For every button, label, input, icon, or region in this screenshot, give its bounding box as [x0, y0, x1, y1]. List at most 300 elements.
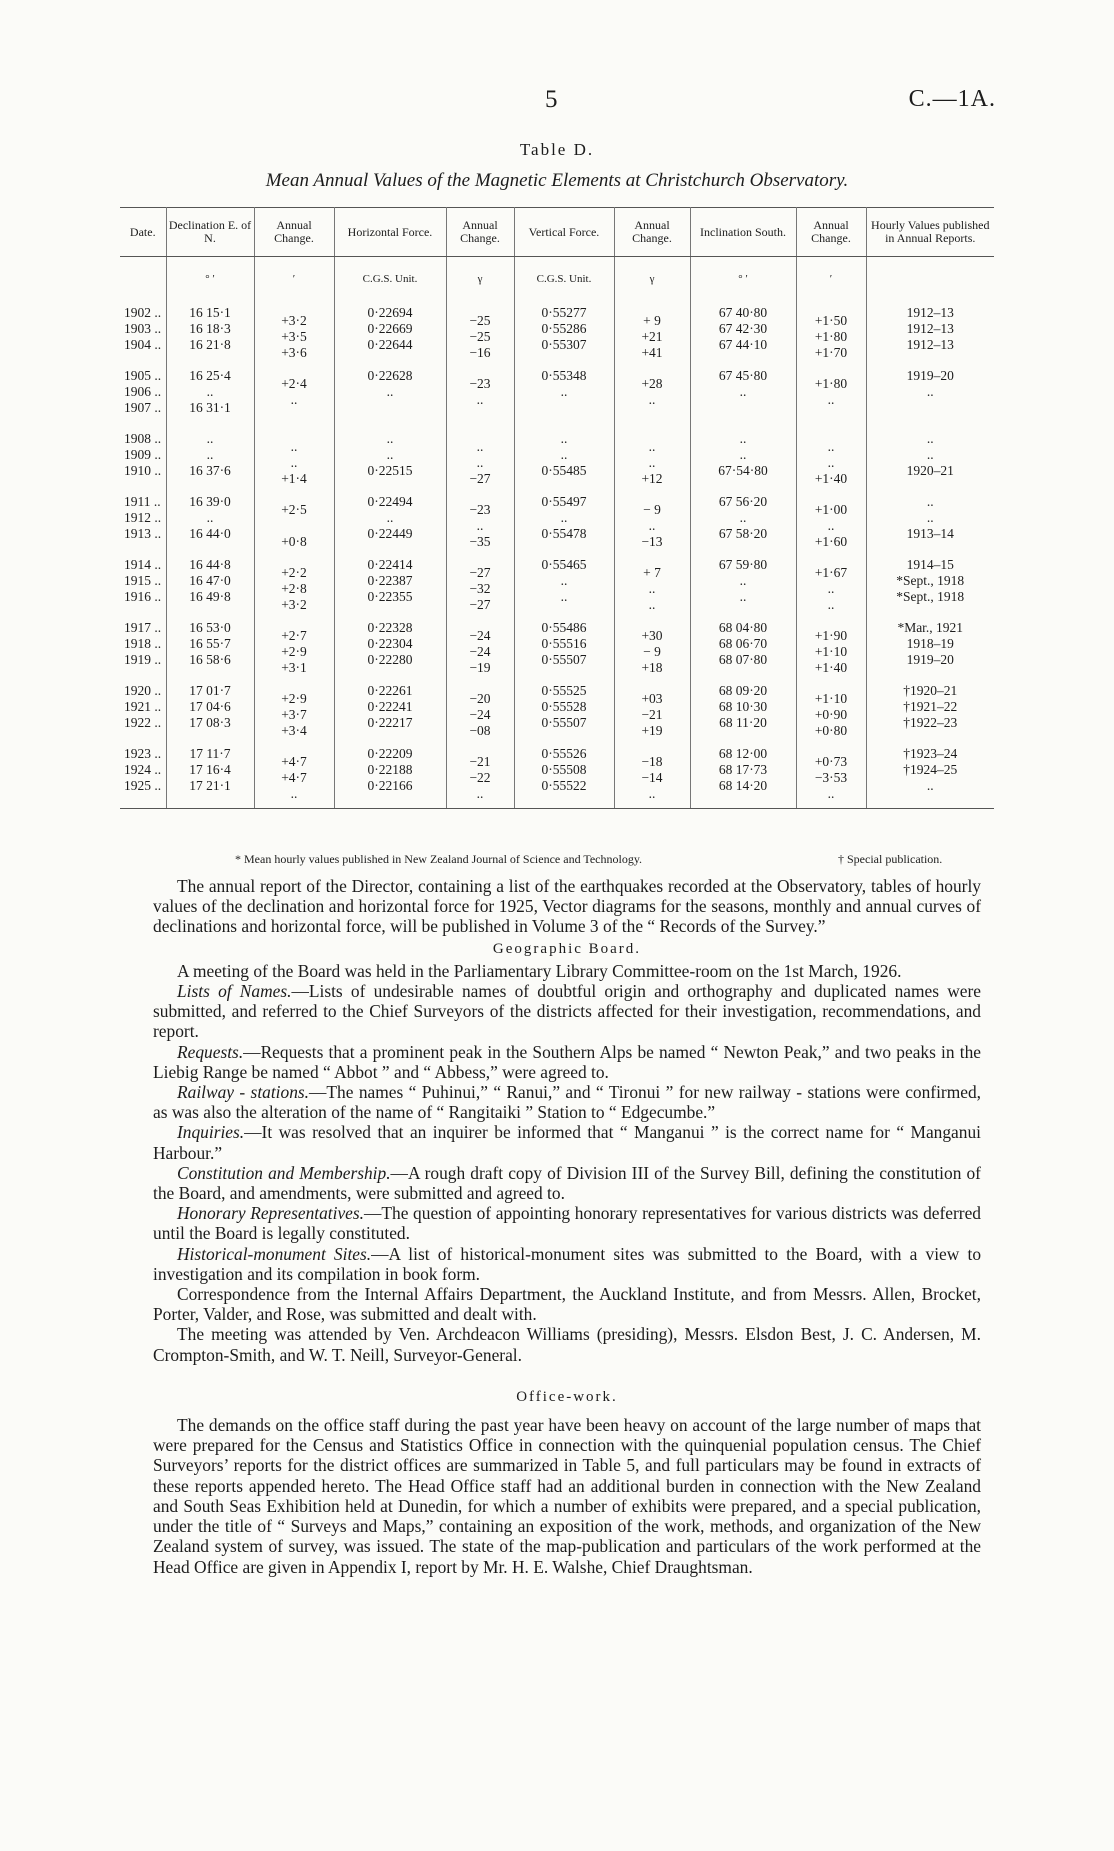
table-cell	[254, 416, 334, 486]
table-cell	[334, 605, 446, 668]
table-cell	[254, 353, 334, 416]
text-requests: —Requests that a prominent peak in the Southern Alps be named “ Newton Peak,” and two peaks in the Liebig Range be named “ Abbot ” and “ Abbess,” were agreed to.	[153, 1041, 981, 1082]
cell-line: −24	[469, 628, 491, 643]
cell-line: 1918 ..	[124, 636, 162, 651]
table-cell	[166, 731, 254, 809]
cell-line: ..	[926, 510, 934, 525]
cell-line: 16 37·6	[189, 463, 231, 478]
cell-line: 1910 ..	[124, 463, 162, 478]
table-cell	[446, 668, 514, 738]
table-cell	[866, 479, 994, 542]
cell-line	[258, 408, 331, 424]
cell-line: 68 12·00	[718, 746, 768, 761]
cell-line: 1919 ..	[124, 652, 162, 667]
paragraph-historical	[153, 1244, 981, 1284]
cell-line: 0·22694	[367, 305, 413, 320]
cell-line: ..	[560, 431, 568, 446]
cell-line: 1911 ..	[124, 494, 161, 509]
cell-line: −27	[469, 471, 491, 486]
cell-line: ..	[739, 510, 747, 525]
table-cell	[614, 731, 690, 809]
cell-line: ..	[827, 786, 835, 801]
cell-line: +1·4	[281, 471, 307, 486]
cell-line: 0·55507	[541, 652, 587, 667]
paragraph-correspondence: Correspondence from the Internal Affairs Department, the Auckland Institute, and from Messrs. Allen, Brocket, Porter, Valder, and Rose, was submitted and dealt with.	[153, 1284, 981, 1325]
table-row	[120, 668, 994, 731]
cell-line: −22	[469, 770, 491, 785]
cell-line: 1924 ..	[124, 762, 162, 777]
cell-line: +2·9	[281, 644, 307, 659]
cell-line	[450, 408, 511, 424]
cell-line: −35	[469, 534, 491, 549]
unit-cell	[120, 257, 166, 291]
table-cell	[166, 353, 254, 416]
cell-line: 16 25·4	[189, 368, 231, 383]
table-cell	[120, 605, 166, 668]
cell-line: +2·8	[281, 581, 307, 596]
cell-line: 0·55528	[541, 699, 587, 714]
cell-line: +19	[641, 723, 663, 738]
cell-line: 0·22414	[367, 557, 413, 572]
cell-line: +03	[641, 691, 663, 706]
col-header: Hourly Values published in Annual Reports.	[866, 208, 994, 257]
lead-honorary: Honorary Representatives.	[177, 1203, 365, 1224]
cell-line: + 9	[643, 313, 661, 328]
table-cell	[796, 542, 866, 612]
cell-line: 1906 ..	[124, 384, 162, 399]
cell-line: 16 39·0	[189, 494, 231, 509]
cell-line: +0·8	[281, 534, 307, 549]
cell-line: 0·22494	[367, 494, 413, 509]
cell-line: ..	[560, 510, 568, 525]
cell-line: 68 17·73	[718, 762, 768, 777]
cell-line: ..	[648, 455, 656, 470]
table-cell	[614, 353, 690, 416]
cell-line: 67 59·80	[718, 557, 768, 572]
cell-line: *Sept., 1918	[896, 573, 965, 588]
cell-line: − 9	[643, 644, 661, 659]
cell-line: ..	[739, 431, 747, 446]
page-header	[0, 86, 1114, 116]
cell-line: −21	[469, 754, 491, 769]
table-cell	[514, 668, 614, 731]
cell-line: +18	[641, 660, 663, 675]
cell-line: ..	[926, 778, 934, 793]
cell-line: ..	[926, 431, 934, 446]
cell-line: 1913–14	[906, 526, 954, 541]
table-cell	[446, 290, 514, 360]
cell-line: ..	[476, 455, 484, 470]
cell-line: 16 47·0	[189, 573, 231, 588]
col-header: Annual Change.	[446, 208, 514, 257]
cell-line: ..	[926, 384, 934, 399]
cell-line: 16 44·0	[189, 526, 231, 541]
cell-line: ..	[648, 439, 656, 454]
cell-line: +0·80	[814, 723, 848, 738]
table-row	[120, 605, 994, 668]
cell-line: 0·55508	[541, 762, 587, 777]
table-cell	[334, 731, 446, 809]
table-cell	[866, 542, 994, 605]
table-cell	[514, 353, 614, 416]
cell-line: 1908 ..	[124, 431, 162, 446]
cell-line: 0·55497	[541, 494, 587, 509]
table-cell	[166, 416, 254, 479]
cell-line: 1903 ..	[124, 321, 162, 336]
cell-line: ..	[206, 510, 214, 525]
cell-line: +1·70	[814, 345, 848, 360]
table-cell	[796, 731, 866, 809]
cell-line: 0·22669	[367, 321, 413, 336]
table-cell	[446, 353, 514, 416]
table-title: Table D.	[519, 140, 595, 159]
cell-line: *Mar., 1921	[897, 620, 964, 635]
cell-line: 67·54·80	[718, 463, 768, 478]
cell-line: †1921–22	[903, 699, 958, 714]
cell-line: 1912–13	[906, 321, 954, 336]
cell-line: ..	[648, 392, 656, 407]
table-cell	[866, 605, 994, 668]
table-cell	[690, 353, 796, 416]
table-cell	[120, 668, 166, 731]
cell-line: 1916 ..	[124, 589, 162, 604]
table-cell	[254, 605, 334, 675]
cell-line: ..	[827, 518, 835, 533]
cell-line	[800, 408, 863, 424]
table-cell	[514, 479, 614, 542]
cell-line: ..	[560, 384, 568, 399]
table-row	[120, 731, 994, 809]
cell-line: +1·40	[814, 660, 848, 675]
cell-line: 17 08·3	[189, 715, 231, 730]
table-cell	[120, 542, 166, 605]
cell-line: +3·2	[281, 313, 307, 328]
cell-line: ..	[290, 455, 298, 470]
cell-line: ..	[827, 581, 835, 596]
cell-line: 1918–19	[906, 636, 954, 651]
cell-line: ..	[206, 447, 214, 462]
table-cell	[514, 416, 614, 479]
cell-line: +1·50	[814, 313, 848, 328]
cell-line: 17 16·4	[189, 762, 231, 777]
table-cell	[514, 605, 614, 668]
cell-line: 0·22515	[367, 463, 413, 478]
cell-line: 68 04·80	[718, 620, 768, 635]
unit-cell: ′	[796, 257, 866, 291]
cell-line: 16 31·1	[189, 400, 231, 415]
cell-line: 1907 ..	[124, 400, 162, 415]
cell-line: +3·7	[281, 707, 307, 722]
cell-line: †1923–24	[903, 746, 958, 761]
cell-line: + 7	[643, 565, 661, 580]
cell-line: +1·67	[814, 565, 848, 580]
cell-line: +41	[641, 345, 663, 360]
cell-line: −23	[469, 502, 491, 517]
cell-line: ..	[476, 439, 484, 454]
table-cell	[866, 290, 994, 353]
cell-line: +1·10	[814, 644, 848, 659]
cell-line: − 9	[643, 502, 661, 517]
cell-line: 17 21·1	[189, 778, 231, 793]
table-cell	[866, 353, 994, 416]
cell-line: 0·55307	[541, 337, 587, 352]
lead-constitution: Constitution and Membership.	[177, 1162, 391, 1183]
magnetic-elements-table-wrapper	[120, 207, 994, 809]
table-cell	[690, 731, 796, 809]
cell-line: 1915 ..	[124, 573, 162, 588]
cell-line: −24	[469, 707, 491, 722]
cell-line: ..	[739, 589, 747, 604]
cell-line: 0·55516	[541, 636, 587, 651]
cell-line: 0·55485	[541, 463, 587, 478]
cell-line: ..	[926, 447, 934, 462]
cell-line: 16 18·3	[189, 321, 231, 336]
lead-requests: Requests.	[177, 1041, 244, 1062]
unit-cell: C.G.S. Unit.	[514, 257, 614, 291]
cell-line: 1917 ..	[124, 620, 162, 635]
cell-line: ..	[827, 597, 835, 612]
table-cell	[120, 479, 166, 542]
cell-line: 16 49·8	[189, 589, 231, 604]
page-number: 5	[545, 86, 558, 113]
cell-line: −14	[641, 770, 663, 785]
table-subtitle: Mean Annual Values of the Magnetic Elements at Christchurch Observatory.	[265, 170, 849, 191]
cell-line	[618, 408, 687, 424]
table-cell	[796, 290, 866, 360]
table-cell	[446, 479, 514, 549]
lead-historical: Historical-monument Sites.	[177, 1243, 372, 1264]
cell-line: 1912–13	[906, 305, 954, 320]
document-reference: C.—1A.	[908, 86, 996, 112]
table-cell	[614, 290, 690, 360]
cell-line: 1914–15	[906, 557, 954, 572]
cell-line: +1·40	[814, 471, 848, 486]
text-honorary: —The question of appointing honorary representatives for various districts was deferred until the Board is legally constituted.	[153, 1203, 981, 1244]
cell-line: +3·1	[281, 660, 307, 675]
cell-line: ..	[827, 455, 835, 470]
cell-line: 16 15·1	[189, 305, 231, 320]
lead-inquiries: Inquiries.	[177, 1122, 245, 1143]
text-constitution: —A rough draft copy of Division III of the Survey Bill, defining the constitution of the Board, and amendments, were submitted and agreed to.	[153, 1162, 981, 1204]
table-cell	[334, 542, 446, 605]
cell-line: −25	[469, 329, 491, 344]
col-header: Inclination South.	[690, 208, 796, 257]
cell-line: +2·2	[281, 565, 307, 580]
table-cell	[446, 416, 514, 486]
cell-line: 1913 ..	[124, 526, 162, 541]
cell-line: +0·90	[814, 707, 848, 722]
footnote-dagger: † Special publication.	[838, 852, 943, 866]
cell-line: 1919–20	[906, 368, 954, 383]
cell-line: 1922 ..	[124, 715, 162, 730]
table-cell	[120, 416, 166, 479]
table-cell	[334, 290, 446, 353]
cell-line: ..	[827, 392, 835, 407]
unit-cell	[866, 257, 994, 291]
cell-line: 1912–13	[906, 337, 954, 352]
paragraph-inquiries	[153, 1122, 981, 1162]
col-header: Declination E. of N.	[166, 208, 254, 257]
cell-line: ..	[386, 447, 394, 462]
cell-line: 0·55277	[541, 305, 587, 320]
cell-line: ..	[560, 573, 568, 588]
paragraph-constitution	[153, 1163, 981, 1203]
cell-line: 68 09·20	[718, 683, 768, 698]
lead-railway-stations: Railway - stations.	[177, 1082, 310, 1103]
cell-line: 0·22387	[367, 573, 413, 588]
unit-cell: ° ′	[166, 257, 254, 291]
cell-line: +2·4	[281, 376, 307, 391]
cell-line: ..	[290, 786, 298, 801]
cell-line: 0·22355	[367, 589, 413, 604]
table-row	[120, 416, 994, 479]
cell-line: +1·80	[814, 376, 848, 391]
unit-cell: C.G.S. Unit.	[334, 257, 446, 291]
cell-line: 0·22217	[367, 715, 413, 730]
cell-line: *Sept., 1918	[896, 589, 965, 604]
cell-line: −27	[469, 565, 491, 580]
cell-line: 1914 ..	[124, 557, 162, 572]
paragraph-railway-stations	[153, 1082, 981, 1122]
table-cell	[334, 353, 446, 416]
cell-line: +1·90	[814, 628, 848, 643]
paragraph-requests	[153, 1042, 981, 1082]
table-row	[120, 542, 994, 605]
cell-line: †1920–21	[903, 683, 958, 698]
cell-line: 16 53·0	[189, 620, 231, 635]
col-header: Annual Change.	[254, 208, 334, 257]
cell-line: 0·22449	[367, 526, 413, 541]
footnote-star: * Mean hourly values published in New Zealand Journal of Science and Technology.	[235, 852, 643, 866]
cell-line: 17 01·7	[189, 683, 231, 698]
cell-line: 1905 ..	[124, 368, 162, 383]
cell-line: +1·80	[814, 329, 848, 344]
cell-line: 1920 ..	[124, 683, 162, 698]
cell-line: +3·4	[281, 723, 307, 738]
table-header-row	[120, 208, 994, 257]
cell-line: ..	[739, 384, 747, 399]
cell-line: 0·55348	[541, 368, 587, 383]
paragraph-office-work: The demands on the office staff during the past year have been heavy on account of the large number of maps that were prepared for the Census and Statistics Office in connection with the quinquenial population census. The Chief Surveyors’ reports for the district offices are summarized in Table 5, and full particulars may be found in extracts of these reports appended hereto. The Head Office staff had an additional burden in connection with the New Zealand and South Seas Exhibition held at Dunedin, for which a number of exhibits were prepared, and a special publication, under the title of “ Surveys and Maps,” containing an exposition of the work, methods, and organization of the New Zealand system of survey, was issued. The state of the map-publication and particulars of the work performed at the Head Office are given in Appendix I, report by Mr. H. E. Walshe, Chief Draughtsman.	[153, 1415, 981, 1577]
paragraph-lists-of-names	[153, 981, 981, 1042]
cell-line: 1921 ..	[124, 699, 162, 714]
cell-line: 0·55486	[541, 620, 587, 635]
cell-line: ..	[476, 518, 484, 533]
table-cell	[866, 731, 994, 809]
unit-cell: ′	[254, 257, 334, 291]
cell-line: +2·9	[281, 691, 307, 706]
table-cell	[166, 542, 254, 605]
cell-line: +2·7	[281, 628, 307, 643]
cell-line: 67 58·20	[718, 526, 768, 541]
cell-line: ..	[827, 439, 835, 454]
cell-line: 0·55286	[541, 321, 587, 336]
cell-line: −19	[469, 660, 491, 675]
table-cell	[614, 542, 690, 612]
cell-line: 16 58·6	[189, 652, 231, 667]
table-cell	[614, 479, 690, 549]
cell-line: †1922–23	[903, 715, 958, 730]
cell-line: −20	[469, 691, 491, 706]
cell-line: 16 21·8	[189, 337, 231, 352]
cell-line: 17 04·6	[189, 699, 231, 714]
cell-line: +3·6	[281, 345, 307, 360]
cell-line: ..	[386, 384, 394, 399]
table-cell	[796, 605, 866, 675]
cell-line: ..	[560, 589, 568, 604]
cell-line: 0·22280	[367, 652, 413, 667]
unit-cell: γ	[614, 257, 690, 291]
text-railway-stations: —The names “ Puhinui,” “ Ranui,” and “ Tironui ” for new railway - stations were confirmed, as was also the alteration of the name of “ Rangitaiki ” Station to “ Edgecumbe.”	[153, 1082, 982, 1123]
table-cell	[334, 416, 446, 479]
table-cell	[446, 542, 514, 612]
col-header: Annual Change.	[796, 208, 866, 257]
cell-line: −16	[469, 345, 491, 360]
table-cell	[690, 290, 796, 353]
cell-line: −23	[469, 376, 491, 391]
cell-line	[518, 400, 611, 416]
paragraph-honorary	[153, 1203, 981, 1243]
cell-line: ..	[648, 518, 656, 533]
cell-line: 0·22304	[367, 636, 413, 651]
cell-line: 1923 ..	[124, 746, 162, 761]
cell-line: +1·10	[814, 691, 848, 706]
cell-line: 1904 ..	[124, 337, 162, 352]
cell-line: +1·00	[814, 502, 848, 517]
cell-line: 0·55525	[541, 683, 587, 698]
units-row	[120, 257, 994, 291]
cell-line: ..	[476, 786, 484, 801]
cell-line: +3·2	[281, 597, 307, 612]
cell-line: ..	[386, 431, 394, 446]
table-cell	[166, 668, 254, 731]
table-cell	[446, 731, 514, 809]
cell-line: +0·73	[814, 754, 848, 769]
cell-line: ..	[476, 392, 484, 407]
table-cell	[166, 479, 254, 542]
cell-line: 1912 ..	[124, 510, 162, 525]
cell-line: +4·7	[281, 754, 307, 769]
cell-line: −13	[641, 534, 663, 549]
magnetic-elements-table	[120, 207, 994, 809]
table-cell	[796, 353, 866, 416]
cell-line: ..	[206, 431, 214, 446]
lead-lists-of-names: Lists of Names.	[177, 981, 292, 1002]
cell-line: ..	[926, 494, 934, 509]
col-header: Date.	[120, 208, 166, 257]
cell-line	[258, 518, 331, 534]
body-text	[153, 876, 981, 1577]
cell-line: −08	[469, 723, 491, 738]
cell-line: 17 11·7	[189, 746, 231, 761]
cell-line: 0·22261	[367, 683, 413, 698]
table-cell	[514, 290, 614, 353]
cell-line: −3·53	[814, 770, 848, 785]
paragraph-annual-report: The annual report of the Director, containing a list of the earthquakes recorded at the Observatory, tables of hourly values of the declination and horizontal force for 1925, Vector diagrams for the seasons, monthly and annual curves of declinations and horizontal force, will be published in Volume 3 of the “ Records of the Survey.”	[153, 876, 981, 937]
table-cell	[690, 479, 796, 542]
table-cell	[254, 668, 334, 738]
col-header: Horizontal Force.	[334, 208, 446, 257]
paragraph-attended: The meeting was attended by Ven. Archdeacon Williams (presiding), Messrs. Elsdon Best, J. C. Andersen, M. Crompton-Smith, and W. T. Neill, Surveyor-General.	[153, 1324, 981, 1365]
table-cell	[690, 416, 796, 479]
cell-line: ..	[648, 786, 656, 801]
cell-line: +21	[641, 329, 663, 344]
table-row	[120, 353, 994, 416]
table-cell	[166, 605, 254, 668]
table-cell	[796, 479, 866, 549]
cell-line: 0·55522	[541, 778, 587, 793]
paragraph-meeting: A meeting of the Board was held in the Parliamentary Library Committee-room on the 1st March, 1926.	[177, 960, 902, 981]
